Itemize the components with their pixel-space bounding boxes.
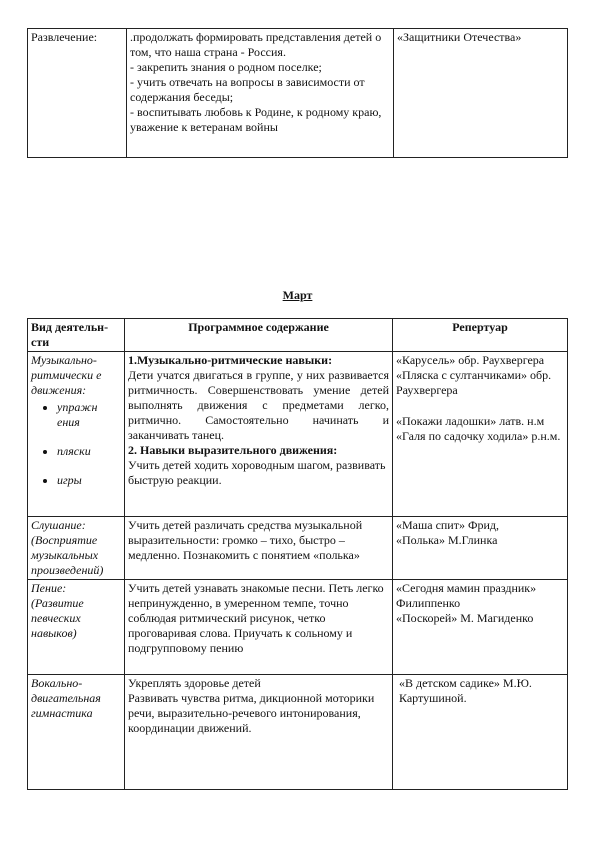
table-row: [28, 517, 568, 580]
kind-label: Музыкально-ритмически е движения:: [31, 353, 102, 397]
repertoire-cell: [393, 580, 568, 675]
section-title: 1.Музыкально-ритмические навыки:: [128, 353, 333, 367]
program-cell: [125, 675, 393, 790]
march-plan-table: [27, 318, 568, 790]
repertoire-item: «Карусель» обр. Раухвергера: [396, 353, 545, 367]
repertoire-item: «Покажи ладошки» латв. н.м: [396, 414, 545, 428]
program-cell: [125, 352, 393, 517]
repertoire-cell: [393, 675, 568, 790]
repertoire-item: «Сегодня мамин праздник» Филиппенко: [396, 581, 537, 610]
content-line: .продолжать формировать представления детей о том, что наша страна - Россия.: [130, 30, 382, 59]
kind-cell: Вокально-двигательная гимнастика: [28, 675, 125, 790]
kind-cell: Пение: (Развитие певческих навыков): [28, 580, 125, 675]
repertoire-cell: [393, 517, 568, 580]
kind-list: [31, 400, 121, 488]
content-line: - закрепить знания о родном поселке;: [130, 60, 322, 74]
month-title: Март: [282, 288, 313, 302]
entertainment-table: [27, 28, 568, 158]
kind-cell: Слушание: (Восприятие музыкальных произведений): [28, 517, 125, 580]
list-item: • упражн ения: [57, 400, 121, 430]
header-program: Программное содержание: [125, 319, 393, 352]
list-item: • игры: [57, 473, 121, 488]
header-row: [28, 319, 568, 352]
repertoire-item: «В детском садике» М.Ю. Картушиной.: [399, 676, 532, 705]
entertainment-content-cell: [127, 29, 394, 158]
program-cell: Учить детей различать средства музыкальной выразительности: громко – тихо, быстро – медленно. Познакомить с понятием «полька»: [125, 517, 393, 580]
header-repertoire: Репертуар: [393, 319, 568, 352]
content-line: - учить отвечать на вопросы в зависимости от содержания беседы;: [130, 75, 365, 104]
list-item: • пляски: [57, 444, 121, 459]
program-cell: Учить детей узнавать знакомые песни. Петь легко непринужденно, в умеренном темпе, точно соблюдая ритмический рисунок, четко проговаривая слова. Приучать к сольному и подгрупповому пению: [125, 580, 393, 675]
repertoire-cell: [393, 352, 568, 517]
entertainment-repertoire-cell: [394, 29, 568, 158]
table-row: [28, 675, 568, 790]
program-line: Развивать чувства ритма, дикционной моторики речи, выразительно-речевого интонирования, координации движений.: [128, 691, 375, 735]
repertoire-item: «Галя по садочку ходила» р.н.м.: [396, 429, 561, 443]
content-line: - воспитывать любовь к Родине, к родному краю, уважение к ветеранам войны: [130, 105, 382, 134]
table-row: [28, 580, 568, 675]
section-text: Учить детей ходить хороводным шагом, развивать быструю реакции.: [128, 458, 386, 487]
kind-cell: [28, 352, 125, 517]
section-text: Дети учатся двигаться в группе, у них развивается ритмичность. Совершенствовать умение детей выполнять движения с предметами легко, ритмично. Самостоятельно начинать и заканчивать танец.: [128, 368, 389, 442]
table-row: [28, 352, 568, 517]
entertainment-label: Развлечение:: [31, 30, 98, 44]
repertoire-item: «Пляска с султанчиками» обр. Раухвергера: [396, 368, 552, 397]
program-line: Укреплять здоровье детей: [128, 676, 261, 690]
header-kind: Вид деятельн-сти: [28, 319, 125, 352]
repertoire-item: «Полька» М.Глинка: [396, 533, 498, 547]
repertoire-item: «Поскорей» М. Магиденко: [396, 611, 534, 625]
repertoire-item: «Маша спит» Фрид,: [396, 518, 499, 532]
entertainment-label-cell: [28, 29, 127, 158]
entertainment-repertoire: «Защитники Отечества»: [397, 30, 522, 44]
section-title: 2. Навыки выразительного движения:: [128, 443, 338, 457]
